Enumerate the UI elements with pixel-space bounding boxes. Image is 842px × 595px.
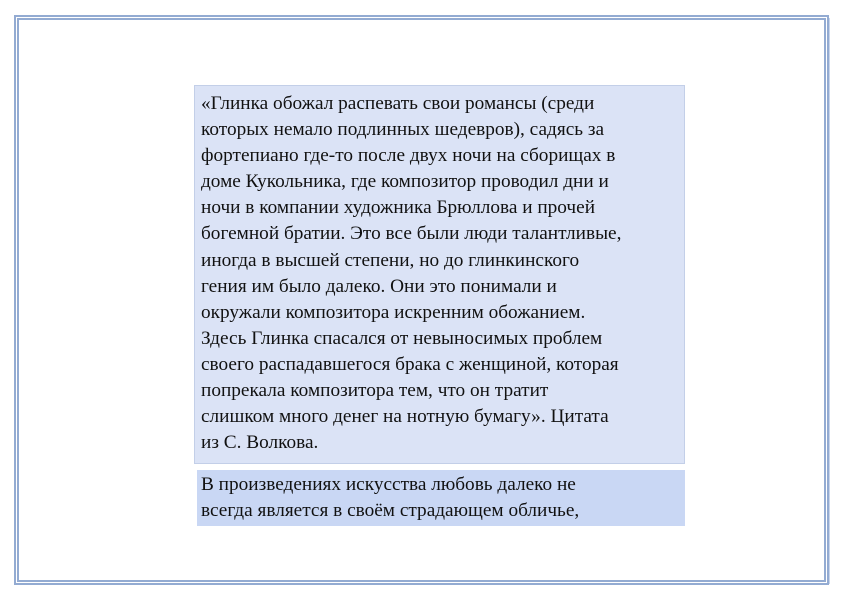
quote-line: Здесь Глинка спасался от невыносимых проблем (201, 327, 603, 349)
quote-line: доме Кукольника, где композитор проводил дни и (201, 171, 609, 193)
quote-line: слишком много денег на нотную бумагу». Цитата (201, 406, 609, 428)
quote-line: богемной братии. Это все были люди талантливые, (201, 223, 622, 245)
quote-line: иногда в высшей степени, но до глинкинского (201, 249, 580, 271)
caption-text-box (197, 470, 685, 526)
quote-line: ночи в компании художника Брюллова и прочей (201, 197, 596, 219)
quote-line: фортепиано где-то после двух ночи на сборищах в (201, 145, 616, 167)
caption-line: всегда является в своём страдающем обличье, (201, 500, 580, 521)
quote-line: «Глинка обожал распевать свои романсы (среди (201, 93, 595, 114)
quote-line: окружали композитора искренним обожанием. (201, 301, 586, 323)
quote-line: попрекала композитора тем, что он тратит (201, 380, 549, 402)
quote-line: гения им было далеко. Они это понимали и (201, 275, 557, 297)
quote-text-box (194, 85, 685, 464)
caption-line: В произведениях искусства любовь далеко не (201, 474, 576, 495)
quote-line: своего распадавшегося брака с женщиной, которая (201, 353, 619, 375)
quote-line: из С. Волкова. (201, 432, 319, 454)
quote-line: которых немало подлинных шедевров), садясь за (201, 119, 605, 141)
